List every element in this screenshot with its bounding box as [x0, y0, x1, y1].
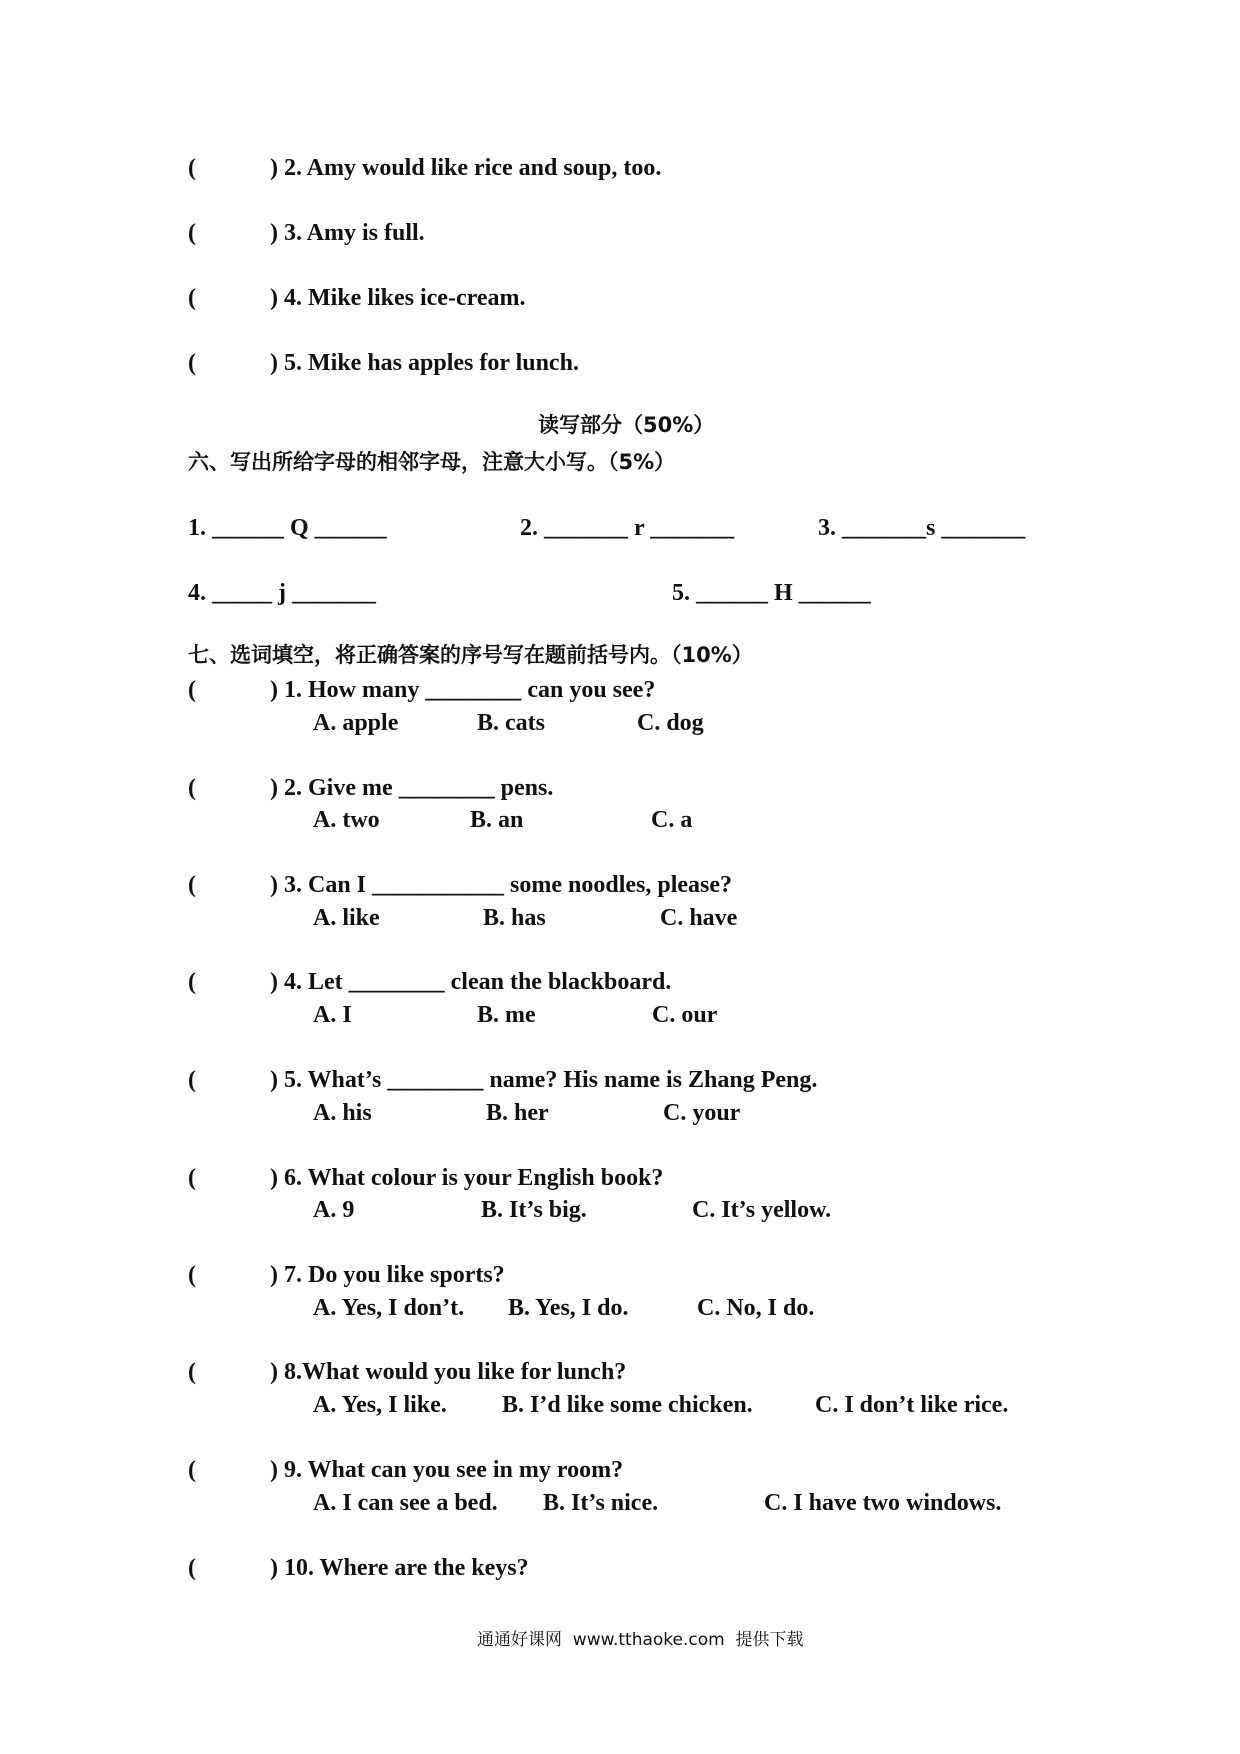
letter-item-3: 3. _______s _______ — [818, 515, 1026, 541]
judge-5-text: ) 5. Mike has apples for lunch. — [270, 350, 579, 376]
q5-text: ) 5. What’s ________ name? His name is Zhang Peng. — [270, 1067, 818, 1093]
q6-text: ) 6. What colour is your English book? — [270, 1165, 664, 1191]
q7-option-b: B. Yes, I do. — [508, 1295, 629, 1321]
q5-option-b: B. her — [486, 1100, 549, 1126]
q3-option-b: B. has — [483, 905, 546, 931]
q4-option-a: A. I — [313, 1002, 352, 1028]
q7-option-c: C. No, I do. — [697, 1295, 815, 1321]
q9-text: ) 9. What can you see in my room? — [270, 1457, 624, 1483]
q6-option-c: C. It’s yellow. — [692, 1197, 832, 1223]
q3-paren: ( — [188, 872, 196, 898]
judge-4-text: ) 4. Mike likes ice-cream. — [270, 285, 526, 311]
q10-paren: ( — [188, 1555, 196, 1581]
q6-option-b: B. It’s big. — [481, 1197, 587, 1223]
letter-item-1: 1. ______ Q ______ — [188, 515, 387, 541]
q5-option-c: C. your — [663, 1100, 741, 1126]
q8-paren: ( — [188, 1359, 196, 1385]
q9-option-a: A. I can see a bed. — [313, 1490, 498, 1516]
footer-credit: 通通好课网 www.tthaoke.com 提供下载 — [477, 1630, 804, 1650]
section7-heading: 七、选词填空，将正确答案的序号写在题前括号内。（10%） — [188, 643, 753, 667]
q7-text: ) 7. Do you like sports? — [270, 1262, 505, 1288]
q4-option-c: C. our — [652, 1002, 718, 1028]
section-title: 读写部分（50%） — [538, 413, 715, 437]
q2-option-c: C. a — [651, 807, 693, 833]
q9-option-b: B. It’s nice. — [543, 1490, 659, 1516]
q7-paren: ( — [188, 1262, 196, 1288]
q6-option-a: A. 9 — [313, 1197, 355, 1223]
judge-5-paren: ( — [188, 350, 196, 376]
q1-option-c: C. dog — [637, 710, 704, 736]
judge-2-paren: ( — [188, 155, 196, 181]
q2-text: ) 2. Give me ________ pens. — [270, 775, 554, 801]
q3-option-c: C. have — [660, 905, 738, 931]
judge-3-paren: ( — [188, 220, 196, 246]
letter-item-5: 5. ______ H ______ — [672, 580, 871, 606]
judge-2-text: ) 2. Amy would like rice and soup, too. — [270, 155, 662, 181]
q4-paren: ( — [188, 969, 196, 995]
q2-option-a: A. two — [313, 807, 380, 833]
q2-option-b: B. an — [470, 807, 524, 833]
q5-option-a: A. his — [313, 1100, 372, 1126]
q6-paren: ( — [188, 1165, 196, 1191]
q9-option-c: C. I have two windows. — [764, 1490, 1002, 1516]
q8-text: ) 8.What would you like for lunch? — [270, 1359, 627, 1385]
q4-option-b: B. me — [477, 1002, 536, 1028]
judge-3-text: ) 3. Amy is full. — [270, 220, 425, 246]
q1-paren: ( — [188, 677, 196, 703]
q8-option-a: A. Yes, I like. — [313, 1392, 447, 1418]
letter-item-4: 4. _____ j _______ — [188, 580, 376, 606]
q3-option-a: A. like — [313, 905, 380, 931]
q8-option-b: B. I’d like some chicken. — [502, 1392, 753, 1418]
q8-option-c: C. I don’t like rice. — [815, 1392, 1009, 1418]
q1-option-b: B. cats — [477, 710, 545, 736]
q3-text: ) 3. Can I ___________ some noodles, please? — [270, 872, 733, 898]
q1-text: ) 1. How many ________ can you see? — [270, 677, 656, 703]
q10-text: ) 10. Where are the keys? — [270, 1555, 529, 1581]
section6-heading: 六、写出所给字母的相邻字母，注意大小写。（5%） — [188, 450, 676, 474]
q7-option-a: A. Yes, I don’t. — [313, 1295, 465, 1321]
q1-option-a: A. apple — [313, 710, 399, 736]
letter-item-2: 2. _______ r _______ — [520, 515, 735, 541]
q2-paren: ( — [188, 775, 196, 801]
q5-paren: ( — [188, 1067, 196, 1093]
judge-4-paren: ( — [188, 285, 196, 311]
q4-text: ) 4. Let ________ clean the blackboard. — [270, 969, 672, 995]
q9-paren: ( — [188, 1457, 196, 1483]
